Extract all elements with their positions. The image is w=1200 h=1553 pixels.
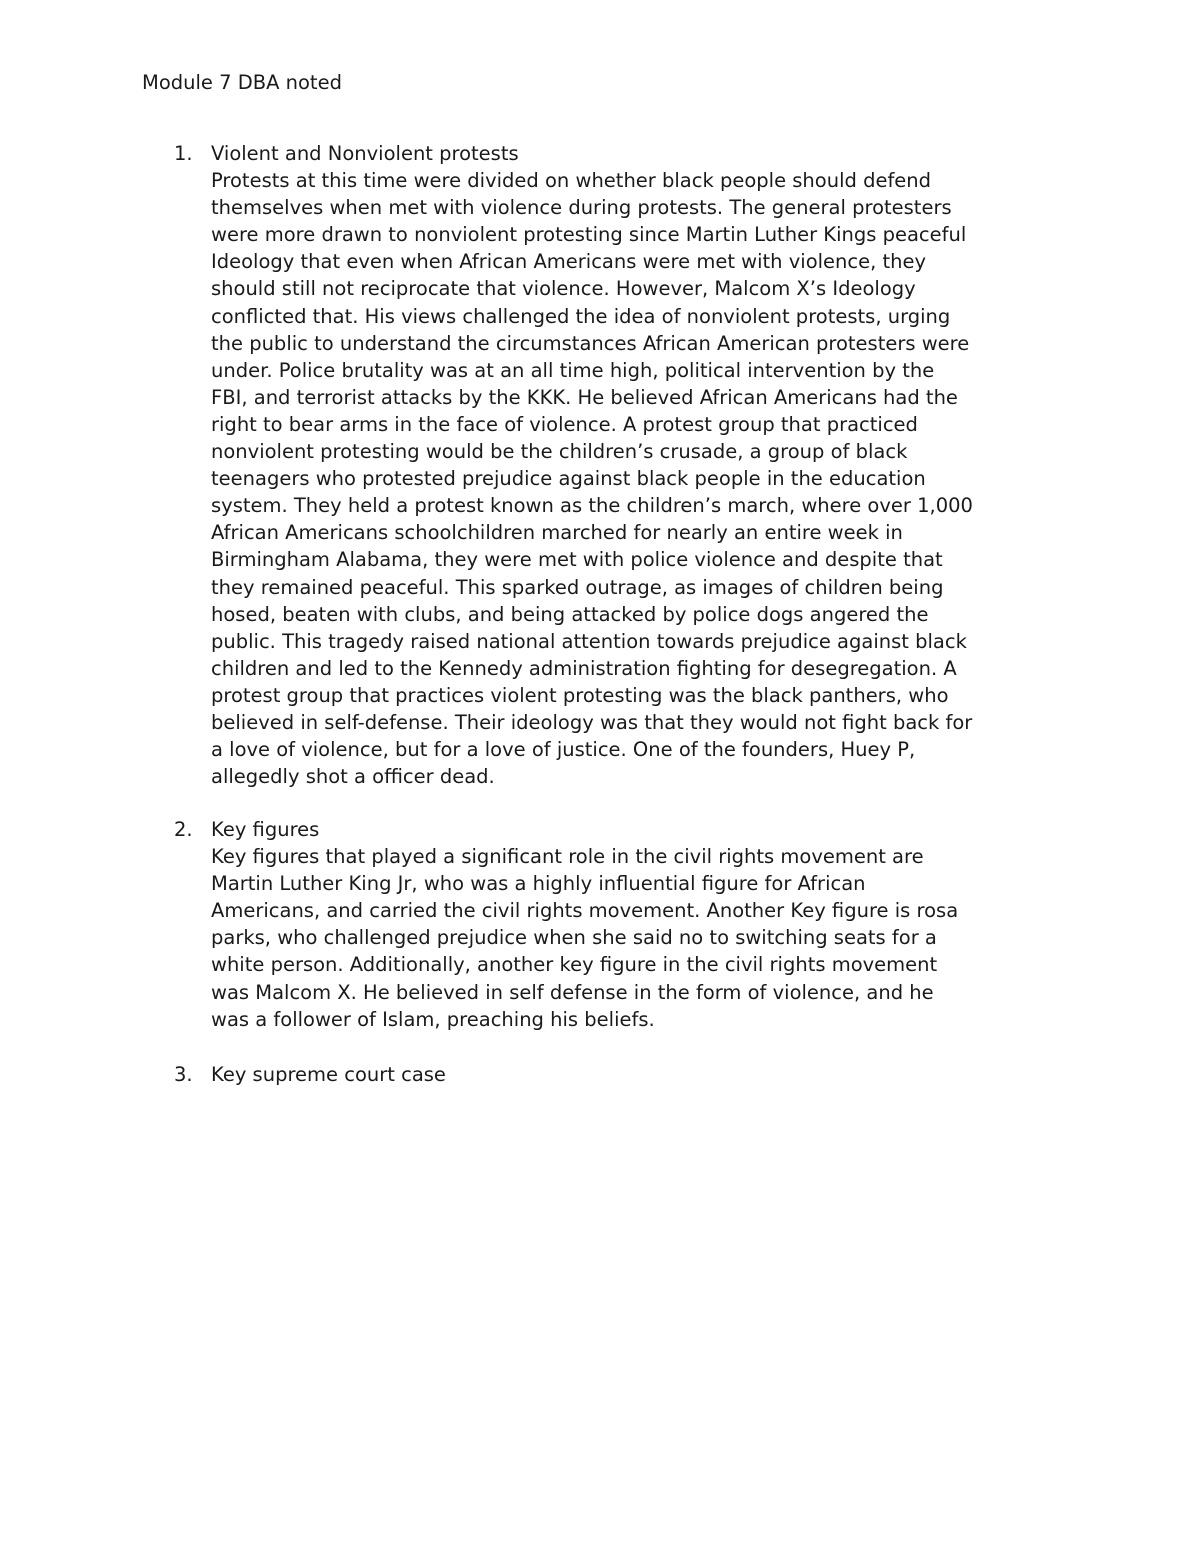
list-item-heading: Key figures xyxy=(211,818,320,841)
paragraph-line: Protests at this time were divided on whether black people should defend xyxy=(211,169,932,193)
paragraph-line: allegedly shot a officer dead. xyxy=(211,765,495,789)
paragraph-line: they remained peaceful. This sparked outrage, as images of children being xyxy=(211,575,944,599)
list-item-number: 3. xyxy=(174,1063,193,1086)
paragraph-line: FBI, and terrorist attacks by the KKK. He believed African Americans had the xyxy=(211,385,958,409)
paragraph-line: public. This tragedy raised national attention towards prejudice against black xyxy=(211,629,967,653)
paragraph-line: teenagers who protested prejudice against black people in the education xyxy=(211,467,926,491)
paragraph-line: Birmingham Alabama, they were met with police violence and despite that xyxy=(211,548,943,572)
paragraph-line: conflicted that. His views challenged the idea of nonviolent protests, urging xyxy=(211,304,951,328)
paragraph-line: themselves when met with violence during protests. The general protesters xyxy=(211,196,952,220)
paragraph-line: should still not reciprocate that violence. However, Malcom X’s Ideology xyxy=(211,277,916,301)
document-title: Module 7 DBA noted xyxy=(142,71,342,94)
paragraph-line: under. Police brutality was at an all time high, political intervention by the xyxy=(211,358,935,382)
paragraph-line: the public to understand the circumstances African American protesters were xyxy=(211,331,970,355)
paragraph-line: right to bear arms in the face of violence. A protest group that practiced xyxy=(211,412,918,436)
list-item-number: 2. xyxy=(174,818,193,841)
paragraph-line: African Americans schoolchildren marched for nearly an entire week in xyxy=(211,521,903,545)
paragraph-line: system. They held a protest known as the children’s march, where over 1,000 xyxy=(211,494,973,518)
paragraph-line: parks, who challenged prejudice when she said no to switching seats for a xyxy=(211,926,937,950)
list-item-body xyxy=(211,843,1071,1033)
paragraph-line: Martin Luther King Jr, who was a highly influential figure for African xyxy=(211,872,866,896)
list-item-heading: Violent and Nonviolent protests xyxy=(211,142,519,165)
list-item-body xyxy=(211,167,1071,790)
paragraph-line: was Malcom X. He believed in self defense in the form of violence, and he xyxy=(211,980,934,1004)
paragraph-line: believed in self-defense. Their ideology was that they would not fight back for xyxy=(211,710,973,734)
paragraph-line: Ideology that even when African Americans were met with violence, they xyxy=(211,250,927,274)
paragraph-line: was a follower of Islam, preaching his beliefs. xyxy=(211,1007,655,1031)
paragraph-line: protest group that practices violent protesting was the black panthers, who xyxy=(211,683,949,707)
paragraph-line: Key figures that played a significant role in the civil rights movement are xyxy=(211,845,924,869)
paragraph-line: a love of violence, but for a love of justice. One of the founders, Huey P, xyxy=(211,738,916,762)
list-item-heading: Key supreme court case xyxy=(211,1063,446,1086)
paragraph-line: Americans, and carried the civil rights movement. Another Key figure is rosa xyxy=(211,899,959,923)
list-item-number: 1. xyxy=(174,142,193,165)
paragraph-line: nonviolent protesting would be the children’s crusade, a group of black xyxy=(211,440,908,464)
paragraph-line: white person. Additionally, another key figure in the civil rights movement xyxy=(211,953,938,977)
paragraph-line: were more drawn to nonviolent protesting since Martin Luther Kings peaceful xyxy=(211,223,967,247)
paragraph-line: children and led to the Kennedy administration fighting for desegregation. A xyxy=(211,656,957,680)
paragraph-line: hosed, beaten with clubs, and being attacked by police dogs angered the xyxy=(211,602,929,626)
